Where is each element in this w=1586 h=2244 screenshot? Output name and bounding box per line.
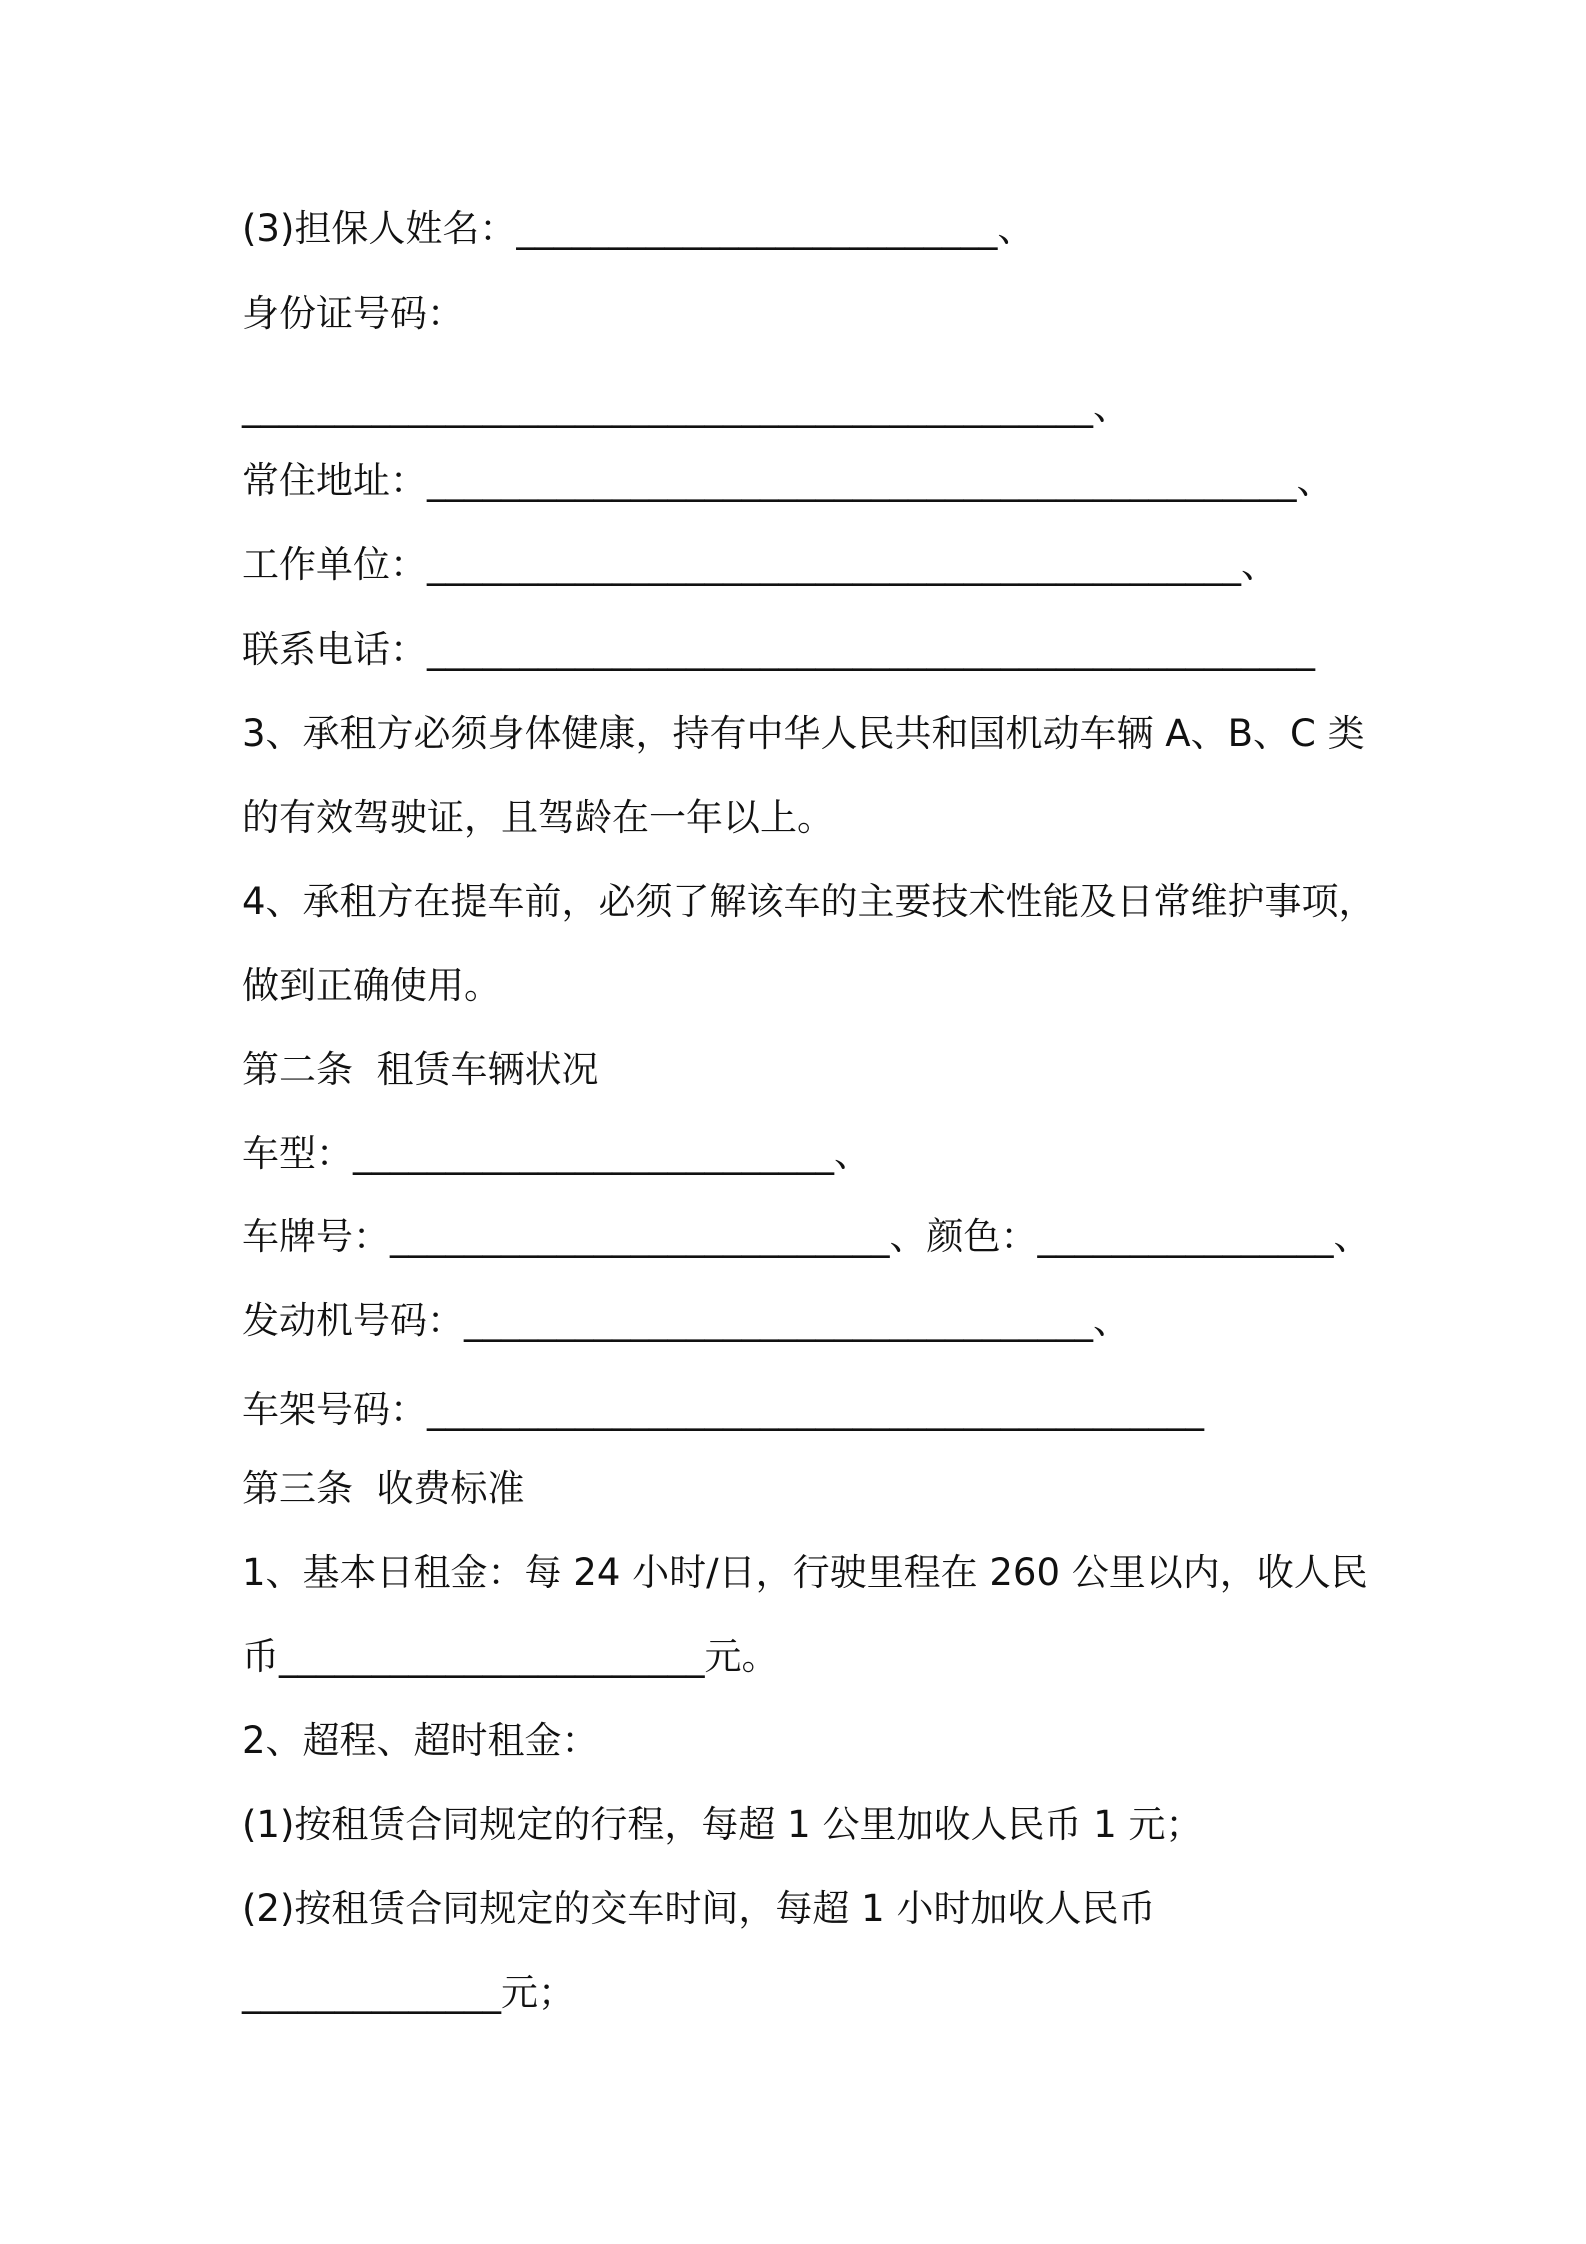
clause-3-line-1: 3、承租方必须身体健康，持有中华人民共和国机动车辆 A、B、C 类 (242, 712, 1365, 755)
article-3-heading: 第三条 收费标准 (242, 1467, 525, 1510)
overage-time-line-1: (2)按租赁合同规定的交车时间，每超 1 小时加收人民币 (242, 1887, 1156, 1930)
daily-rent-line-1: 1、基本日租金：每 24 小时/日，行驶里程在 260 公里以内，收人民 (242, 1551, 1368, 1594)
workplace-line: 工作单位：____________________________________________、 (242, 543, 1278, 586)
clause-3-line-2: 的有效驾驶证，且驾龄在一年以上。 (242, 796, 834, 839)
clause-4-line-2: 做到正确使用。 (242, 964, 501, 1007)
address-line: 常住地址：_______________________________________________、 (242, 459, 1334, 502)
daily-rent-line-2: 币_______________________元。 (242, 1635, 779, 1678)
engine-number-line: 发动机号码：__________________________________、 (242, 1299, 1130, 1342)
overage-distance-line: (1)按租赁合同规定的行程，每超 1 公里加收人民币 1 元； (242, 1803, 1203, 1846)
id-number-blank: ______________________________________________、 (242, 385, 1130, 428)
id-number-label: 身份证号码： (242, 292, 464, 335)
guarantor-name-line: (3)担保人姓名：__________________________、 (242, 207, 1035, 250)
article-2-heading: 第二条 租赁车辆状况 (242, 1048, 599, 1091)
overage-time-line-2: ______________元； (242, 1971, 575, 2014)
clause-4-line-1: 4、承租方在提车前，必须了解该车的主要技术性能及日常维护事项， (242, 880, 1376, 923)
phone-line: 联系电话：________________________________________________ (242, 628, 1315, 671)
overage-heading: 2、超程、超时租金： (242, 1719, 599, 1762)
plate-color-line: 车牌号：___________________________、颜色：________________、 (242, 1215, 1371, 1258)
frame-number-line: 车架号码：__________________________________________ (242, 1388, 1204, 1431)
car-model-line: 车型：__________________________、 (242, 1132, 871, 1175)
